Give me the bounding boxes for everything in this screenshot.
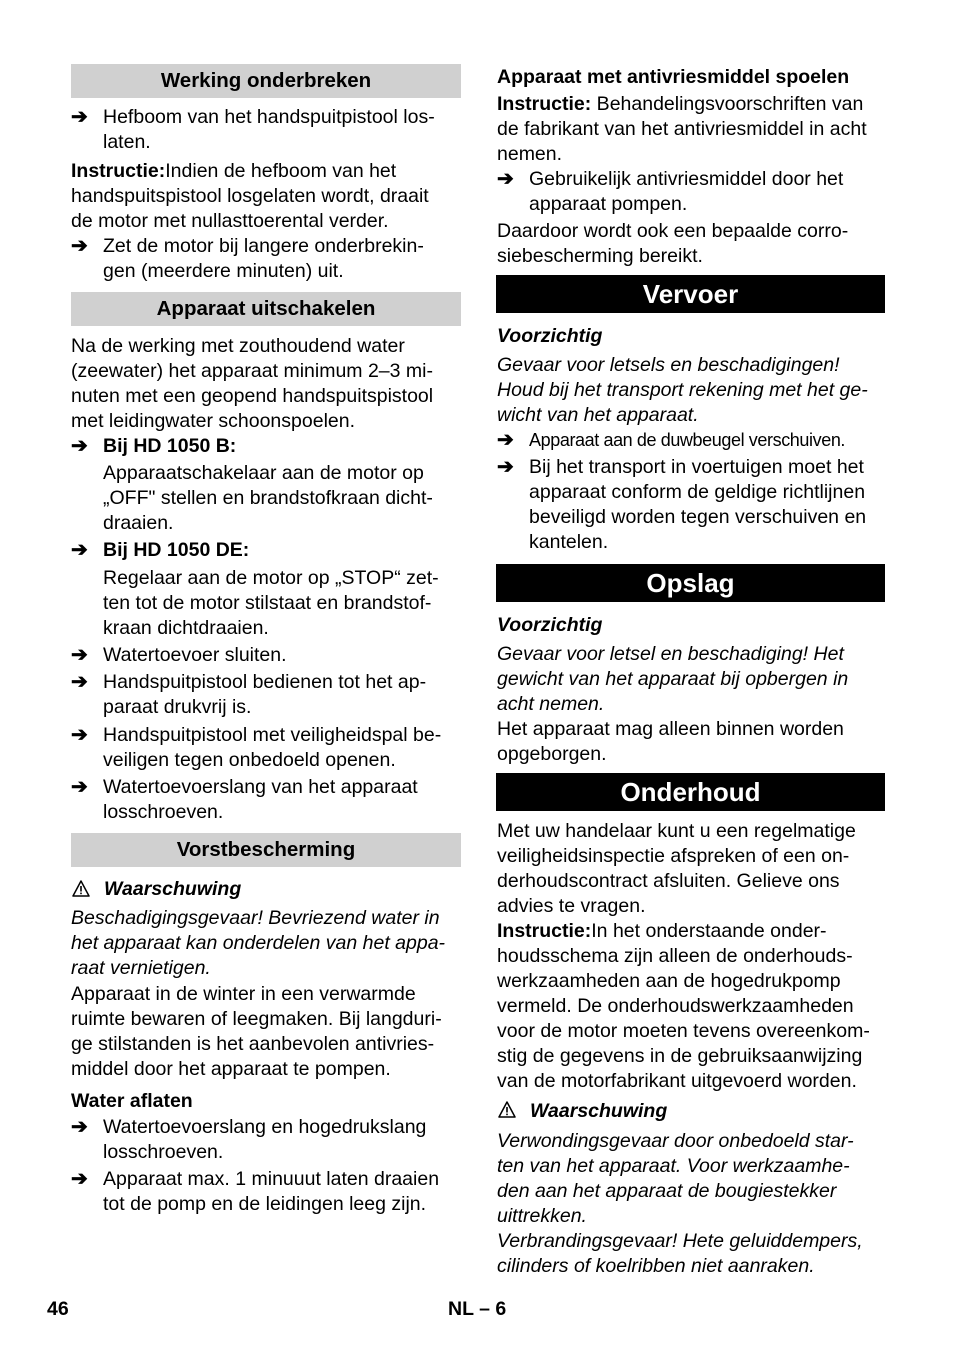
body-text: (zeewater) het apparaat minimum 2–3 mi-	[71, 360, 433, 382]
warning-text: Verwondingsgevaar door onbedoeld star-	[497, 1130, 854, 1152]
arrow-icon: ➔	[71, 724, 88, 746]
arrow-icon: ➔	[71, 776, 88, 798]
warning-text: uittrekken.	[497, 1205, 587, 1227]
body-text: Met uw handelaar kunt u een regelmatige	[497, 820, 856, 842]
arrow-icon: ➔	[497, 456, 514, 478]
step-text: ten tot de motor stilstaat en brandstof-	[103, 592, 432, 614]
instruction-line: vermeld. De onderhoudswerkzaamheden	[497, 995, 854, 1017]
step-text: Apparaatschakelaar aan de motor op	[103, 462, 424, 484]
footer-sub-page: – 6	[479, 1298, 507, 1320]
body-text: middel door het apparaat te pompen.	[71, 1058, 391, 1080]
body-text: derhoudscontract afsluiten. Gelieve ons	[497, 870, 840, 892]
step-text: Watertoevoer sluiten.	[103, 644, 287, 666]
arrow-icon: ➔	[71, 1116, 88, 1138]
instruction-line: Indien de hefboom van het	[165, 160, 397, 182]
warning-label: Waarschuwing	[530, 1100, 668, 1122]
instruction-line: werkzaamheden aan de hogedrukpomp	[497, 970, 841, 992]
arrow-icon: ➔	[497, 429, 514, 451]
instruction-line: houdsschema zijn alleen de onderhouds-	[497, 945, 853, 967]
body-text: siebescherming bereikt.	[497, 245, 703, 267]
step-text: Hefboom van het handspuitpistool los-	[103, 106, 435, 128]
caution-label: Voorzichtig	[497, 325, 603, 347]
instruction-line: van de motorfabrikant uitgevoerd worden.	[497, 1070, 857, 1092]
step-text: paraat drukvrij is.	[103, 696, 252, 718]
step-text: draaien.	[103, 512, 174, 534]
caution-text: Gevaar voor letsels en beschadigingen!	[497, 354, 840, 376]
step-text: apparaat pompen.	[529, 193, 688, 215]
body-text: Apparaat in de winter in een verwarmde	[71, 983, 416, 1005]
body-text: advies te vragen.	[497, 895, 646, 917]
section-heading-werking: Werking onderbreken	[71, 64, 461, 98]
body-text: ge stilstanden is het aanbevolen antivries-	[71, 1033, 435, 1055]
step-text: Handspuitpistool bedienen tot het ap-	[103, 671, 427, 693]
step-text: Watertoevoerslang van het apparaat	[103, 776, 418, 798]
instruction-line: de motor met nullasttoerental verder.	[71, 210, 389, 232]
step-text: Handspuitpistool met veiligheidspal be-	[103, 724, 442, 746]
warning-text: het apparaat kan onderdelen van het appa-	[71, 932, 446, 954]
step-text: Zet de motor bij langere onderbrekin-	[103, 235, 424, 257]
model-label: Bij HD 1050 DE:	[103, 539, 250, 561]
arrow-icon: ➔	[71, 539, 88, 561]
arrow-icon: ➔	[71, 435, 88, 457]
arrow-icon: ➔	[71, 235, 88, 257]
step-text: beveiligd worden tegen verschuiven en	[529, 506, 867, 528]
section-heading-opslag: Opslag	[496, 564, 885, 602]
step-text: Regelaar aan de motor op „STOP“ zet-	[103, 567, 439, 589]
body-text: ruimte bewaren of leegmaken. Bij langduri-	[71, 1008, 442, 1030]
instruction-text	[497, 919, 827, 944]
step-text: Bij het transport in voertuigen moet het	[529, 456, 864, 478]
warning-text: Beschadigingsgevaar! Bevriezend water in	[71, 907, 440, 929]
instruction-label: Instructie:	[71, 160, 166, 182]
step-text: „OFF" stellen en brandstofkraan dicht-	[103, 487, 433, 509]
instruction-line: In het onderstaande onder-	[591, 920, 827, 942]
page-number: 46	[47, 1298, 69, 1320]
warning-text: den aan het apparaat de bougiestekker	[497, 1180, 837, 1202]
body-text: opgeborgen.	[497, 743, 607, 765]
arrow-icon: ➔	[71, 671, 88, 693]
body-text: met leidingwater schoonspoelen.	[71, 410, 356, 432]
instruction-text	[71, 159, 396, 184]
step-text: Gebruikelijk antivriesmiddel door het	[529, 168, 844, 190]
step-text: apparaat conform de geldige richtlijnen	[529, 481, 866, 503]
body-text: veiligheidsinspectie afspreken of een on-	[497, 845, 850, 867]
model-label: Bij HD 1050 B:	[103, 435, 237, 457]
section-heading-vorst: Vorstbescherming	[71, 833, 461, 867]
step-text: gen (meerdere minuten) uit.	[103, 260, 344, 282]
footer-lang-code: NL	[448, 1298, 474, 1320]
warning-label: Waarschuwing	[104, 878, 242, 900]
warning-triangle-icon	[498, 1101, 516, 1119]
arrow-icon: ➔	[71, 644, 88, 666]
arrow-icon: ➔	[71, 1168, 88, 1190]
caution-text: wicht van het apparaat.	[497, 404, 699, 426]
step-text: laten.	[103, 131, 151, 153]
warning-text: raat vernietigen.	[71, 957, 211, 979]
section-heading-uitschakelen: Apparaat uitschakelen	[71, 292, 461, 326]
caution-text: Gevaar voor letsel en beschadiging! Het	[497, 643, 844, 665]
instruction-line: stig de gegevens in de gebruiksaanwijzing	[497, 1045, 863, 1067]
body-text: Het apparaat mag alleen binnen worden	[497, 718, 844, 740]
step-text: veiligen tegen onbedoeld openen.	[103, 749, 396, 771]
arrow-icon: ➔	[71, 106, 88, 128]
subheading-antivries: Apparaat met antivriesmiddel spoelen	[497, 66, 850, 88]
caution-label: Voorzichtig	[497, 614, 603, 636]
subheading-water-aflaten: Water aflaten	[71, 1090, 193, 1112]
step-text: kantelen.	[529, 531, 609, 553]
caution-text: acht nemen.	[497, 693, 605, 715]
body-text: Na de werking met zouthoudend water	[71, 335, 405, 357]
instruction-line: Behandelingsvoorschriften van	[591, 93, 864, 115]
warning-text: Verbrandingsgevaar! Hete geluiddempers,	[497, 1230, 863, 1252]
step-text: losschroeven.	[103, 1141, 224, 1163]
instruction-line: handspuitspistool losgelaten wordt, draait	[71, 185, 429, 207]
instruction-line: nemen.	[497, 143, 563, 165]
step-text: kraan dichtdraaien.	[103, 617, 269, 639]
section-heading-onderhoud: Onderhoud	[496, 773, 885, 811]
body-text: Daardoor wordt ook een bepaalde corro-	[497, 220, 849, 242]
instruction-line: voor de motor moeten tevens overeenkom-	[497, 1020, 870, 1042]
warning-text: cilinders of koelribben niet aanraken.	[497, 1255, 815, 1277]
step-text: Apparaat aan de duwbeugel verschuiven.	[529, 430, 846, 450]
warning-text: ten van het apparaat. Voor werkzaamhe-	[497, 1155, 850, 1177]
step-text: Apparaat max. 1 minuuut laten draaien	[103, 1168, 440, 1190]
arrow-icon: ➔	[497, 168, 514, 190]
instruction-label: Instructie:	[497, 920, 592, 942]
caution-text: Houd bij het transport rekening met het ge-	[497, 379, 868, 401]
instruction-label: Instructie:	[497, 93, 592, 115]
body-text: nuten met een geopend handspuitspistool	[71, 385, 434, 407]
footer-lang	[448, 1297, 506, 1322]
step-text: Watertoevoerslang en hogedrukslang	[103, 1116, 427, 1138]
section-heading-vervoer: Vervoer	[496, 275, 885, 313]
step-text: tot de pomp en de leidingen leeg zijn.	[103, 1193, 427, 1215]
instruction-text	[497, 92, 863, 117]
caution-text: gewicht van het apparaat bij opbergen in	[497, 668, 849, 690]
warning-triangle-icon	[72, 880, 90, 898]
instruction-line: de fabrikant van het antivriesmiddel in acht	[497, 118, 867, 140]
step-text: losschroeven.	[103, 801, 224, 823]
